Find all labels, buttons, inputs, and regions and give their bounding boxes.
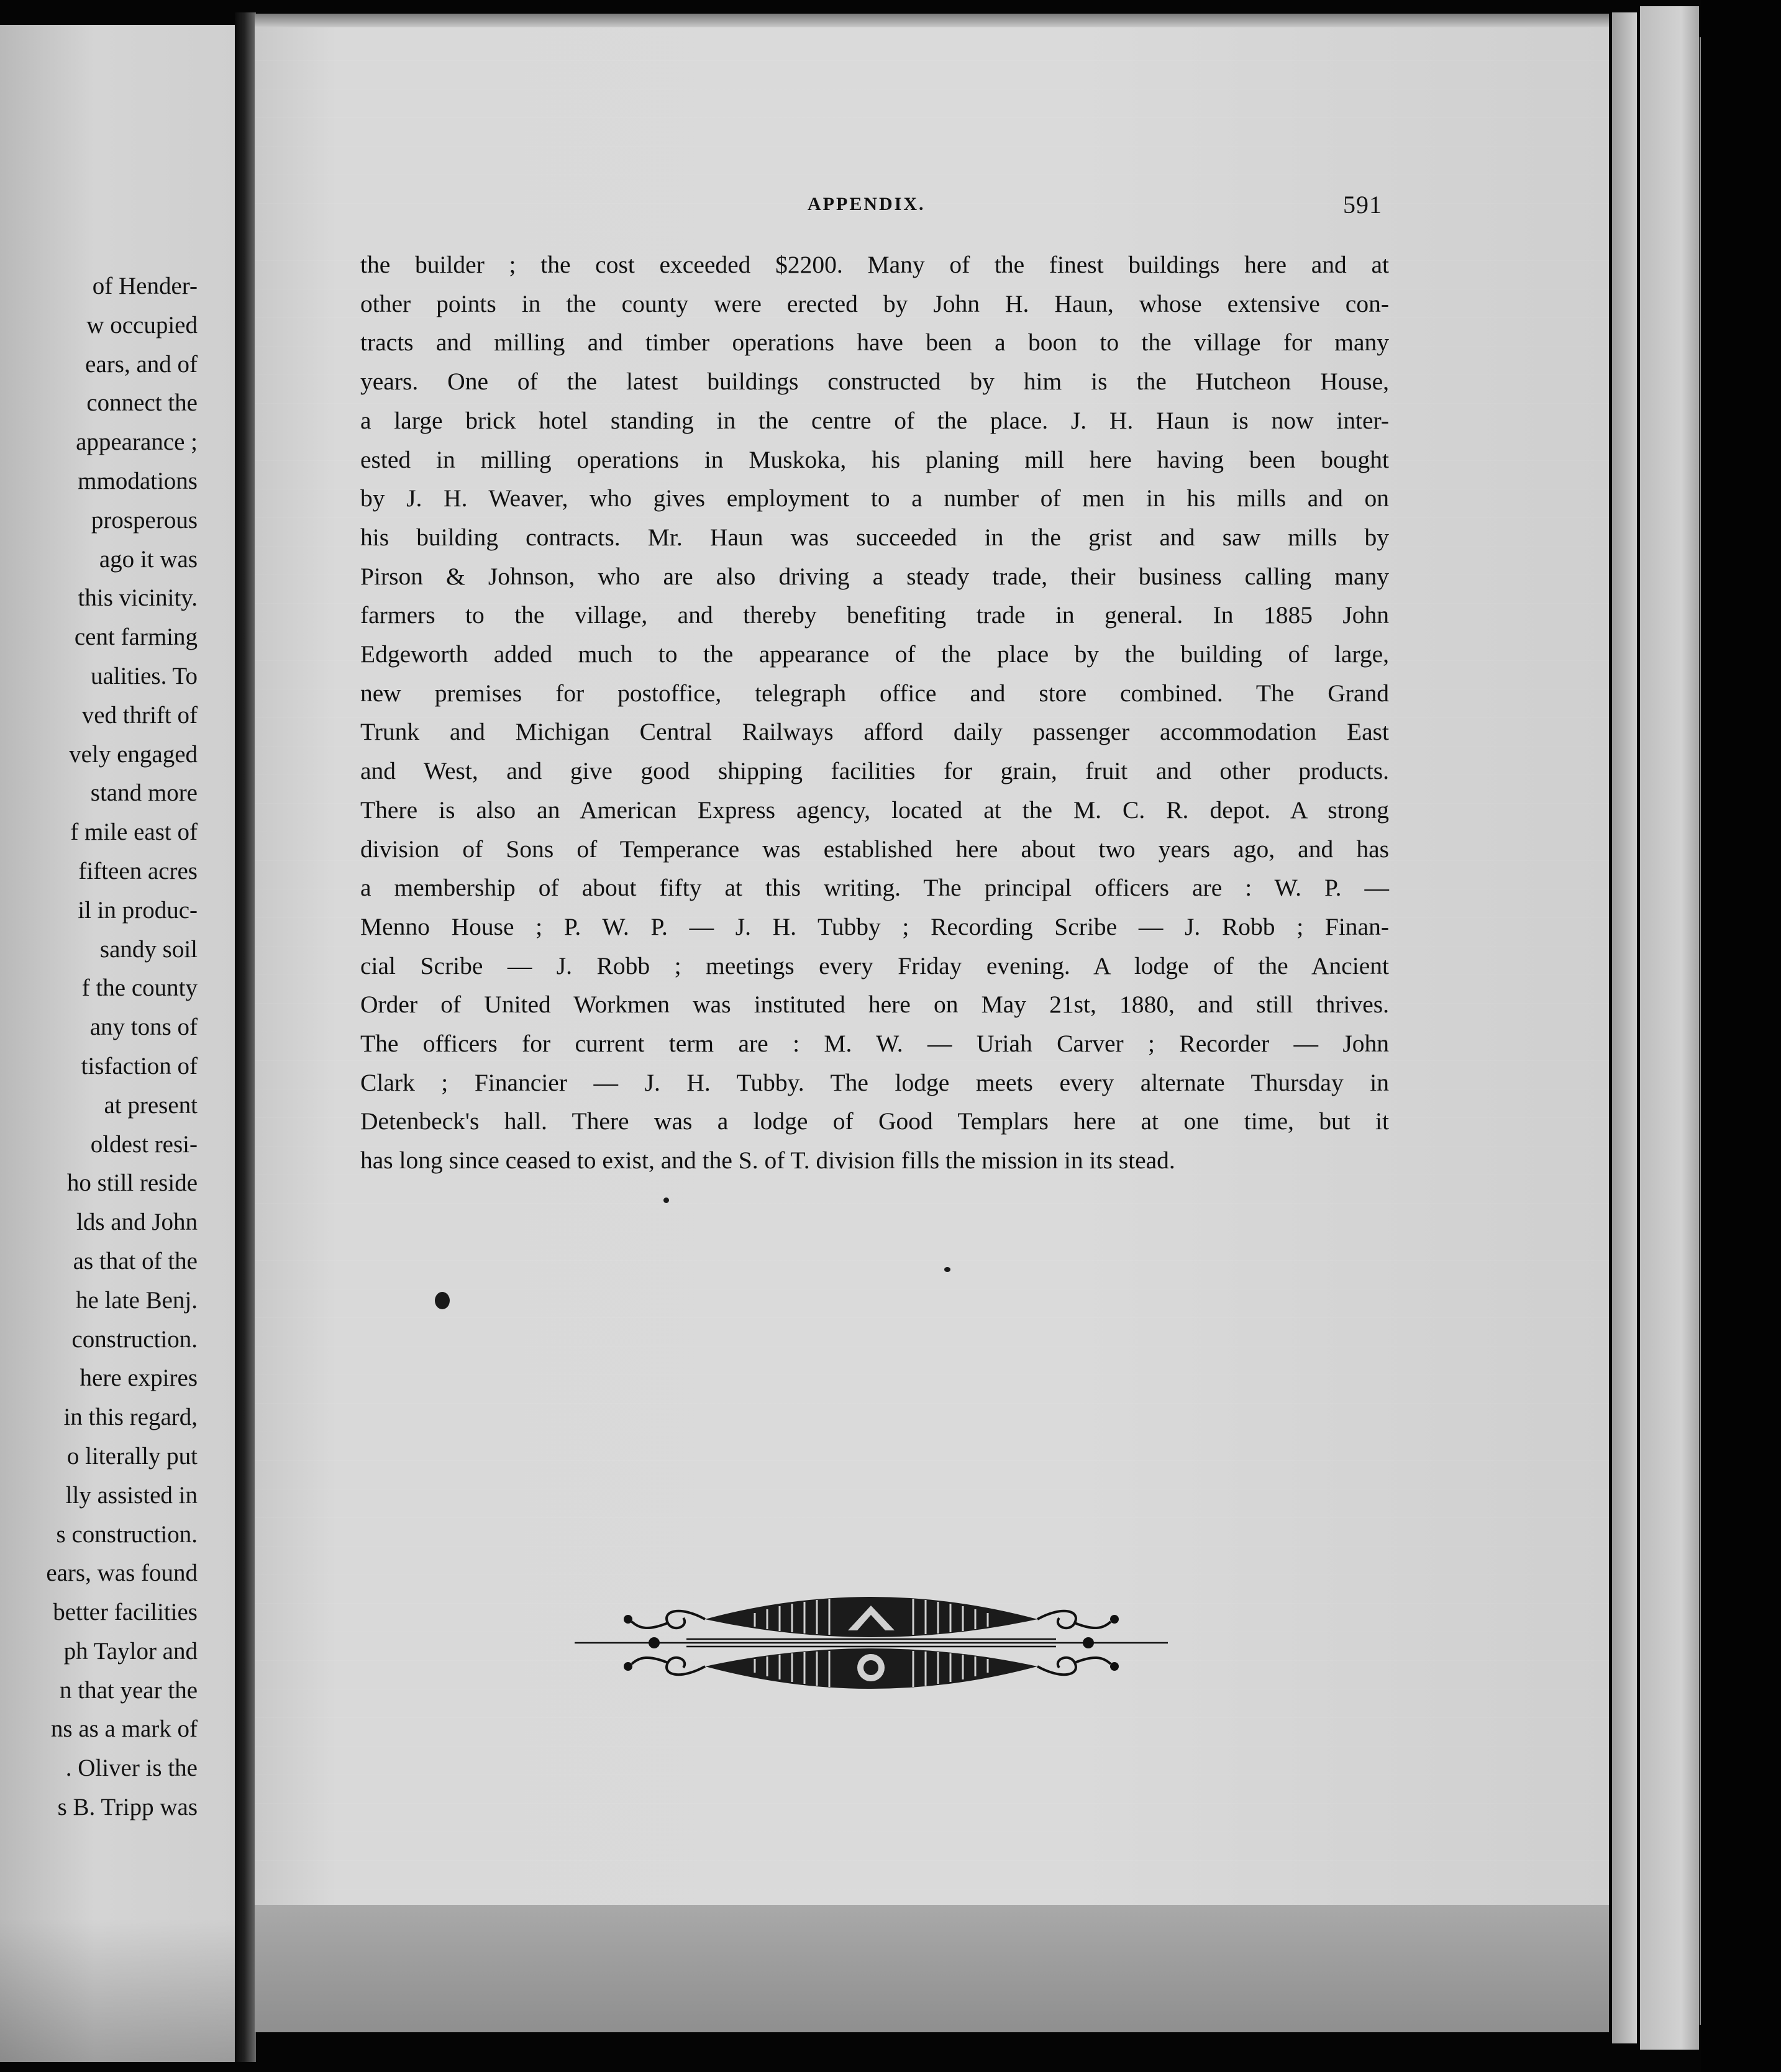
left-page-line: here expires (80, 1365, 198, 1392)
left-page-line: he late Benj. (75, 1286, 198, 1314)
text-line: years. One of the latest buildings constructed by him is the Hutcheon House, (360, 368, 1389, 396)
text-line: Detenbeck's hall. There was a lodge of Good Templars here at one time, but it (360, 1107, 1389, 1135)
left-page-line: lly assisted in (65, 1481, 198, 1509)
text-line: tracts and milling and timber operations have been a boon to the village for many (360, 329, 1389, 357)
left-page-line: any tons of (89, 1014, 198, 1041)
left-page-line: appearance ; (76, 429, 198, 456)
book-gutter (235, 12, 256, 2062)
left-page-text (0, 267, 198, 1827)
text-line: Edgeworth added much to the appearance of the place by the building of large, (360, 640, 1389, 668)
left-page-line: ualities. To (90, 662, 198, 689)
left-page-line: tisfaction of (81, 1052, 198, 1079)
body-paragraph (360, 245, 1389, 1180)
left-page-line: n that year the (60, 1676, 198, 1704)
text-line: Order of United Workmen was instituted here on May 21st, 1880, and still thrives. (360, 991, 1389, 1019)
left-page-line: il in produc- (78, 896, 198, 924)
text-line: farmers to the village, and thereby benefiting trade in general. In 1885 John (360, 601, 1389, 629)
left-page-line: . Oliver is the (65, 1755, 198, 1782)
left-page-line: s B. Tripp was (57, 1794, 198, 1821)
left-page-line: f the county (81, 975, 198, 1002)
left-page-line: w occupied (86, 311, 198, 339)
text-line: division of Sons of Temperance was established here about two years ago, and has (360, 835, 1389, 863)
left-page-line: f mile east of (70, 819, 198, 846)
left-page-line: oldest resi- (90, 1130, 198, 1158)
text-line: There is also an American Express agency, located at the M. C. R. depot. A strong (360, 796, 1389, 824)
page-bottom-shade (255, 1905, 1609, 2032)
text-line: The officers for current term are : M. W. — Uriah Carver ; Recorder — John (360, 1030, 1389, 1058)
running-head: APPENDIX. (808, 194, 926, 214)
left-page-line: construction. (71, 1325, 198, 1353)
decorative-ornament (575, 1581, 1168, 1705)
paper-speck (944, 1267, 950, 1272)
text-line: Clark ; Financier — J. H. Tubby. The lodge meets every alternate Thursday in (360, 1068, 1389, 1096)
left-page-line: stand more (90, 779, 198, 807)
left-page-line: ears, was found (46, 1560, 198, 1587)
left-facing-page (0, 25, 236, 2062)
text-line: new premises for postoffice, telegraph office and store combined. The Grand (360, 679, 1389, 707)
text-line: other points in the county were erected by John H. Haun, whose extensive con- (360, 289, 1389, 317)
left-page-line: at present (104, 1091, 198, 1119)
text-line: by J. H. Weaver, who gives employment to a number of men in his mills and on (360, 484, 1389, 512)
left-page-line: ears, and of (85, 350, 198, 378)
left-page-line: ved thrift of (81, 701, 198, 729)
left-page-line: cent farming (74, 624, 198, 651)
left-page-line: s construction. (56, 1520, 198, 1548)
left-page-line: of Hender- (92, 273, 198, 299)
left-page-line: ns as a mark of (50, 1715, 198, 1743)
scan-border (1701, 0, 1781, 2072)
text-line: Pirson & Johnson, who are also driving a steady trade, their business calling many (360, 562, 1389, 590)
page-edge (1612, 12, 1637, 2043)
page-number: 591 (1343, 191, 1382, 219)
text-line: and West, and give good shipping facilities for grain, fruit and other products. (360, 757, 1389, 785)
text-line: has long since ceased to exist, and the S. of T. division fills the mission in its stead. (360, 1147, 1175, 1175)
left-page-line: fifteen acres (78, 857, 198, 884)
left-page-line: ph Taylor and (63, 1637, 198, 1665)
page-top-edge (255, 14, 1609, 27)
text-line: Menno House ; P. W. P. — J. H. Tubby ; Recording Scribe — J. Robb ; Finan- (360, 912, 1389, 940)
left-page-line: lds and John (76, 1209, 198, 1236)
left-page-line: prosperous (91, 506, 198, 534)
text-line: the builder ; the cost exceeded $2200. Many of the finest buildings here and at (360, 251, 1389, 278)
left-page-line: this vicinity. (78, 584, 198, 612)
left-page-line: vely engaged (69, 740, 198, 768)
text-line: Trunk and Michigan Central Railways afford daily passenger accommodation East (360, 718, 1389, 746)
left-page-line: better facilities (53, 1599, 198, 1626)
left-page-line: as that of the (73, 1247, 198, 1275)
left-page-line: connect the (86, 389, 198, 417)
text-line: ested in milling operations in Muskoka, his planing mill here having been bought (360, 445, 1389, 473)
text-line: a large brick hotel standing in the centre of the place. J. H. Haun is now inter- (360, 406, 1389, 434)
text-line: a membership of about fifty at this writing. The principal officers are : W. P. — (360, 874, 1389, 902)
page-edge (1640, 6, 1699, 2050)
left-page-line: in this regard, (63, 1404, 198, 1431)
left-page-line: ago it was (99, 545, 198, 573)
text-line: his building contracts. Mr. Haun was succeeded in the grist and saw mills by (360, 523, 1389, 551)
left-page-line: mmodations (78, 467, 198, 494)
text-line: cial Scribe — J. Robb ; meetings every Friday evening. A lodge of the Ancient (360, 952, 1389, 979)
left-page-line: ho still reside (66, 1170, 198, 1197)
paper-speck (663, 1197, 669, 1203)
left-page-line: o literally put (66, 1442, 198, 1470)
left-page-line: sandy soil (99, 935, 198, 963)
paper-speck (435, 1292, 450, 1309)
